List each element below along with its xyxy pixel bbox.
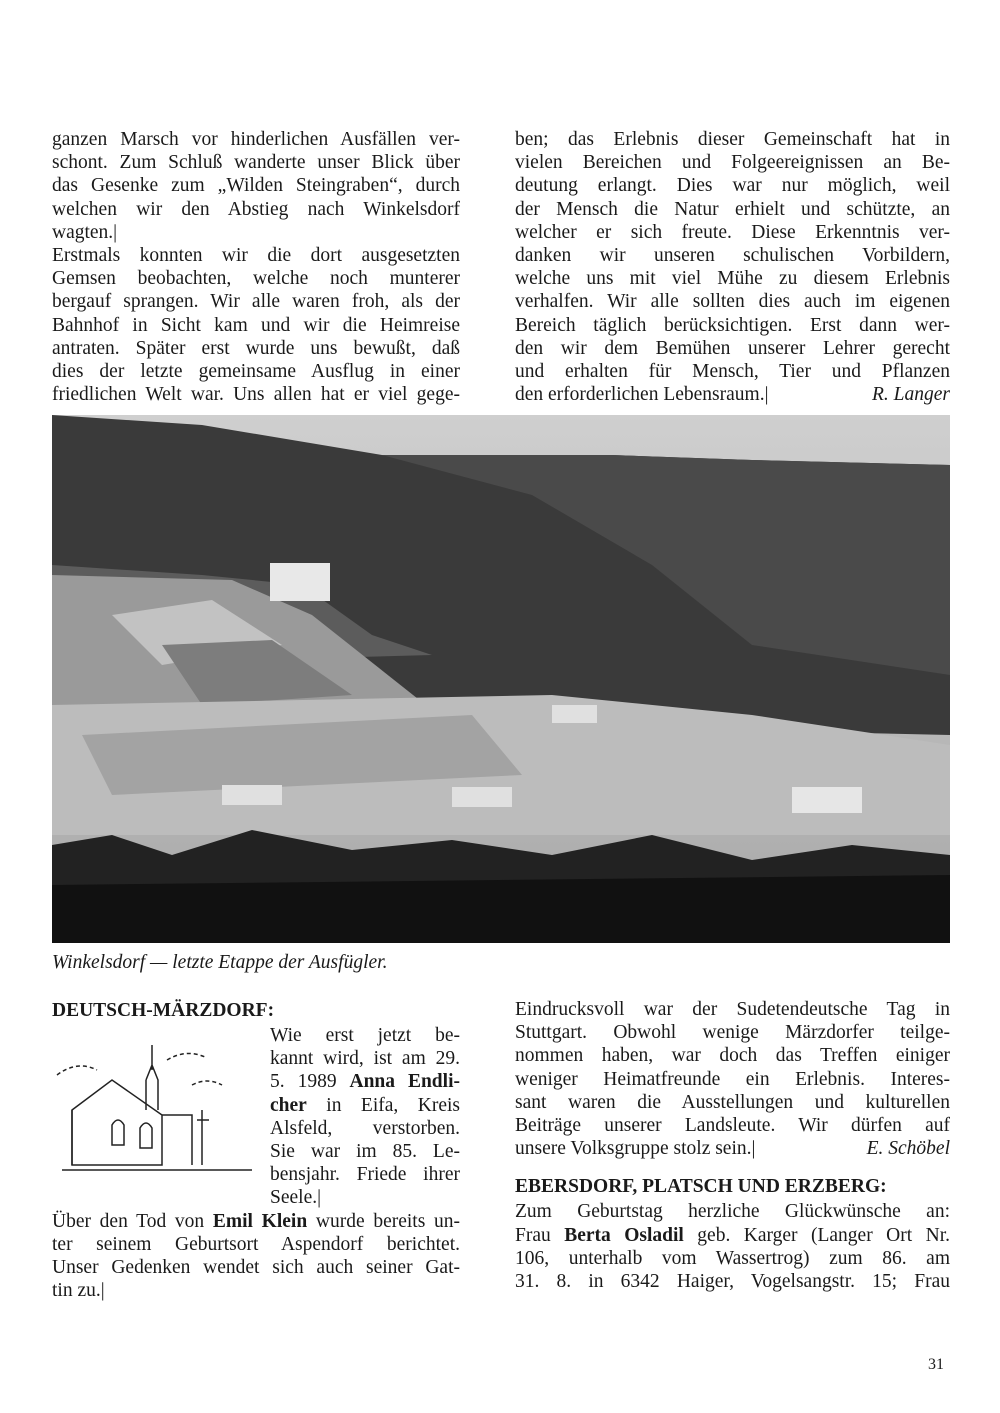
text-line: cher in Eifa, Kreis: [270, 1094, 460, 1116]
text-line: Unser Gedenken wendet sich auch seiner Gat-: [52, 1256, 460, 1278]
top-left-column: [52, 128, 460, 406]
section-heading: DEUTSCH-MÄRZDORF:: [52, 1000, 275, 1021]
text-line: kannt wird, ist am 29.: [270, 1048, 460, 1070]
photo-caption: Winkelsdorf — letzte Etappe der Ausfügler.: [52, 952, 388, 973]
bold-name: Emil Klein: [212, 1210, 308, 1232]
bold-name: Berta Osladil: [564, 1224, 684, 1246]
text-line: antraten. Später erst wurde uns bewußt, daß: [52, 337, 460, 359]
text-line: Eindrucksvoll war der Sudetendeutsche Tag in: [515, 999, 950, 1020]
landscape-photo: [52, 415, 950, 943]
text-line: deutung erlangt. Dies war nur möglich, weil: [515, 175, 950, 197]
text-line: verhalfen. Wir alle sollten dies auch im eigenen: [515, 291, 950, 313]
text-line: das Gesenke zum „Wilden Steingraben“, durch: [52, 175, 460, 197]
text-line: friedlichen Welt war. Uns allen hat er viel gege-: [52, 384, 460, 406]
text-line: 5. 1989 Anna Endli-: [270, 1071, 460, 1093]
text-line: ganzen Marsch vor hinderlichen Ausfällen ver-: [52, 129, 460, 150]
bottom-right-column: [515, 998, 950, 1293]
text-line: tin zu.|: [52, 1280, 105, 1302]
top-right-text: [515, 128, 950, 406]
text-line: wagten.|: [52, 221, 118, 243]
page-number: 31: [928, 1356, 944, 1373]
text-line: Sie war im 85. Le-: [270, 1140, 460, 1162]
text-line: Über den Tod von Emil Klein wurde bereits un-: [52, 1210, 460, 1232]
chapel-illustration: [52, 1040, 270, 1180]
text-line: unsere Volksgruppe stolz sein.|: [515, 1138, 756, 1160]
text-line: Bereich täglich berücksichtigen. Erst dann wer-: [515, 314, 950, 336]
text-line: nommen haben, war doch das Treffen einiger: [515, 1045, 950, 1067]
text-line: danken wir unseren schulischen Vorbildern,: [515, 244, 950, 266]
bold-name: Anna Endli-: [349, 1071, 460, 1093]
birthday-text: [515, 1200, 950, 1293]
text-line: Erstmals konnten wir die dort ausgesetzten: [52, 244, 460, 266]
text-line: 106, unterhalb vom Wassertrog) zum 86. am: [515, 1247, 950, 1269]
text-line: ben; das Erlebnis dieser Gemeinschaft hat in: [515, 129, 950, 150]
text-line: den erforderlichen Lebensraum.|: [515, 384, 769, 406]
text-line: schont. Zum Schluß wanderte unser Blick über: [52, 152, 460, 174]
text-line: 31. 8. in 6342 Haiger, Vogelsangstr. 15; Frau: [515, 1270, 950, 1292]
section-heading: EBERSDORF, PLATSCH UND ERZBERG:: [515, 1176, 887, 1198]
tag-report-text: [515, 998, 950, 1160]
text-line: Stuttgart. Obwohl wenige Märzdorfer teilge-: [515, 1022, 950, 1044]
section-text: [52, 1210, 460, 1303]
author-signature: E. Schöbel: [866, 1138, 950, 1160]
bold-name: cher: [270, 1094, 307, 1116]
text-line: Frau Berta Osladil geb. Karger (Langer Ort Nr.: [515, 1224, 950, 1246]
text-line: welcher er sich freute. Diese Erkenntnis ver-: [515, 221, 950, 243]
text-line: Seele.|: [270, 1187, 322, 1209]
text-line: Wie erst jetzt be-: [270, 1025, 460, 1046]
author-signature: R. Langer: [872, 384, 950, 406]
text-line: welche uns mit viel Mühe zu diesem Erlebnis: [515, 268, 950, 290]
text-line: Beiträge unserer Landsleute. Wir dürfen auf: [515, 1114, 950, 1136]
text-line: vielen Bereichen und Folgeereignissen an Be-: [515, 152, 950, 174]
text-line: Alsfeld, verstorben.: [270, 1117, 460, 1139]
text-line: dies der letzte gemeinsame Ausflug in einer: [52, 360, 460, 382]
text-line: den wir dem Bemühen unserer Lehrer gerecht: [515, 337, 950, 359]
text-line: Gemsen beobachten, welche noch munterer: [52, 268, 460, 290]
text-line: und erhalten für Mensch, Tier und Pflanzen: [515, 360, 950, 382]
text-line: der Mensch die Natur erhielt und schützte, an: [515, 198, 950, 220]
text-line: bergauf sprangen. Wir alle waren froh, als der: [52, 291, 460, 313]
text-line: welchen wir den Abstieg nach Winkelsdorf: [52, 198, 460, 220]
text-line: sant waren die Ausstellungen und kulturellen: [515, 1091, 950, 1113]
text-line: ter seinem Geburtsort Aspendorf berichtet.: [52, 1233, 460, 1255]
beside-text: [270, 1024, 460, 1210]
text-line: bensjahr. Friede ihrer: [270, 1164, 460, 1186]
text-line: Zum Geburtstag herzliche Glückwünsche an:: [515, 1201, 950, 1223]
text-line: weniger Heimatfreunde ein Erlebnis. Interes-: [515, 1068, 950, 1090]
top-right-column: [515, 128, 950, 406]
text-line: Bahnhof in Sicht kam und wir die Heimreise: [52, 314, 460, 336]
